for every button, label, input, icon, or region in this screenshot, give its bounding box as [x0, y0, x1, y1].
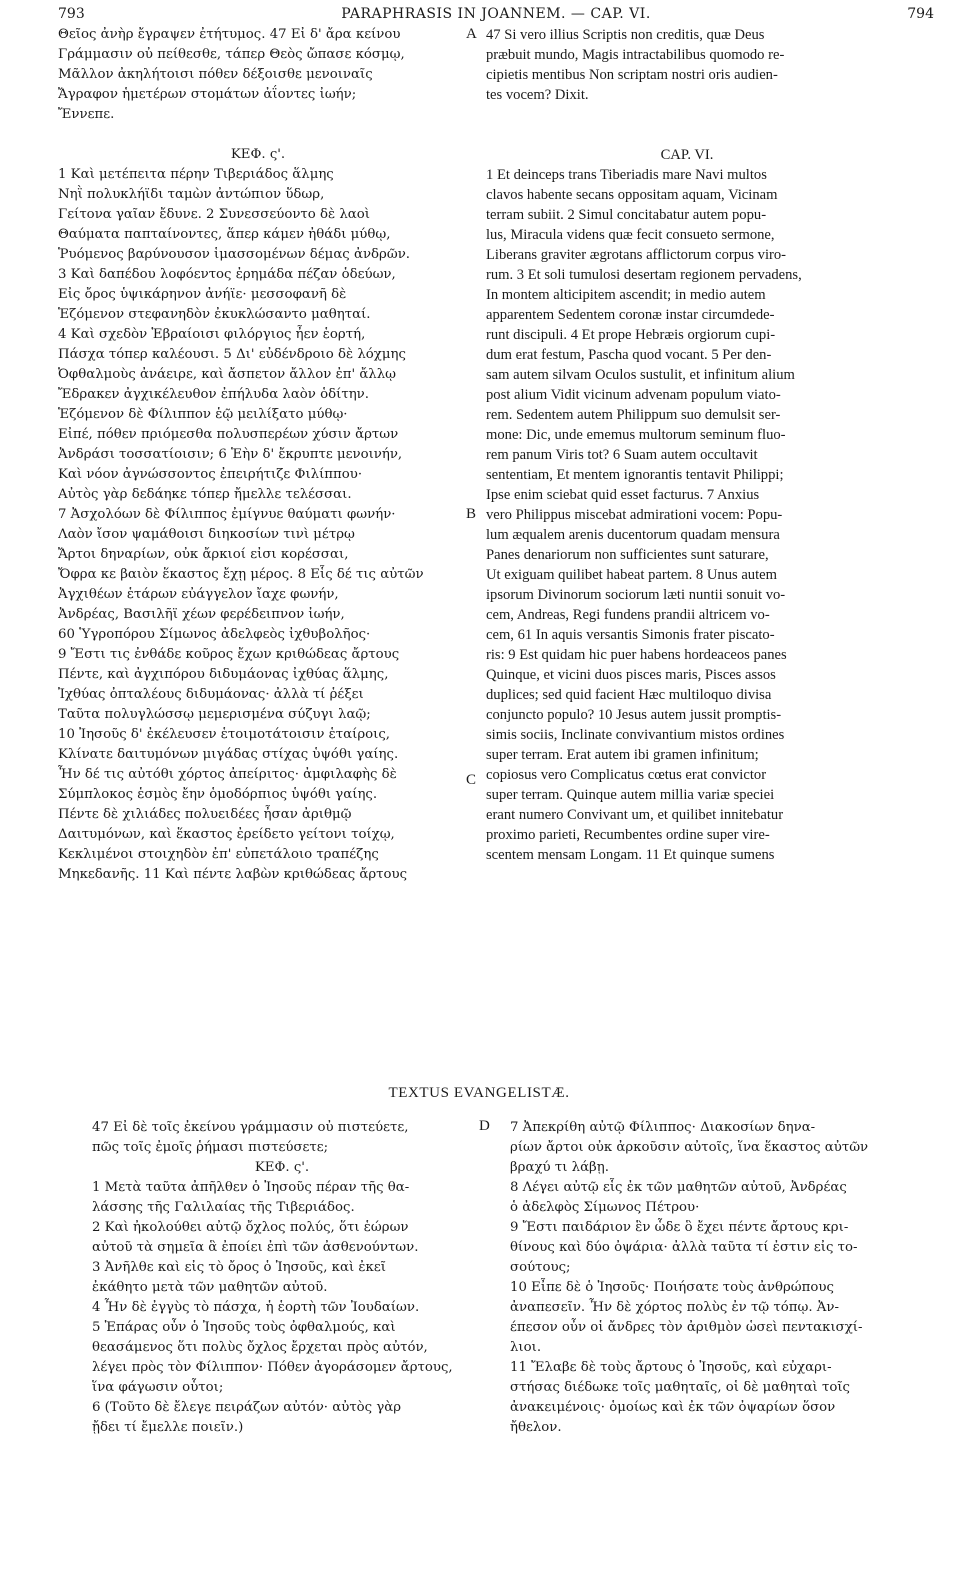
text-line: Ἀνδράσι τοσσατίοισιν; 6 Ἑὴν δ' ἔκρυπτε μενοινήν, — [58, 447, 403, 462]
text-line: 3 Καὶ δαπέδου λοφόεντος ἐρημάδα πέζαν ὁδεύων, — [58, 267, 396, 282]
text-line: ἤθελον. — [510, 1420, 562, 1435]
text-line: 9 Ἔστι τις ἐνθάδε κοῦρος ἔχων κριθώδεας ἄρτους — [58, 647, 400, 662]
text-line: 9 Ἔστι παιδάριον ἓν ὧδε ὃ ἔχει πέντε ἄρτους κρι- — [510, 1220, 849, 1235]
running-title: PARAPHRASIS IN JOANNEM. — CAP. VI. — [341, 6, 651, 22]
text-line: 7 Ἀπεκρίθη αὐτῷ Φίλιππος· Διακοσίων δηνα- — [510, 1120, 816, 1135]
text-line: 5 Ἐπάρας οὖν ὁ Ἰησοῦς τοὺς ὀφθαλμούς, καὶ — [92, 1320, 396, 1335]
text-line: Ἄγραφον ἡμετέρων στομάτων ἀΐοντες ἰωήν; — [58, 87, 357, 102]
text-line: 4 Ἦν δὲ ἐγγὺς τὸ πάσχα, ἡ ἑορτὴ τῶν Ἰουδαίων. — [92, 1300, 420, 1315]
text-line: Κλίνατε δαιτυμόνων μιγάδας στίχας ὑψόθι γαίης. — [58, 747, 399, 762]
text-line: sam autem silvam Oculos sustulit, et infinitum alium — [486, 367, 795, 383]
chapter-heading: ΚΕΦ. ς'. — [230, 147, 286, 162]
text-line: έπεσον οὖν οἱ ἄνδρες τὸν ἀριθμὸν ὡσεὶ πεντακισχί- — [510, 1320, 863, 1335]
text-line: Δαιτυμόνων, καὶ ἕκαστος ἐρείδετο γείτονι τοίχῳ, — [58, 827, 395, 842]
text-line: super terram. Erat autem ibi gramen infinitum; — [486, 747, 759, 763]
text-line: σούτους; — [510, 1260, 571, 1275]
text-line: 10 Εἶπε δὲ ὁ Ἰησοῦς· Ποιήσατε τοὺς ἀνθρώπους — [510, 1280, 834, 1295]
text-line: rem. Sedentem autem Philippum suo demulsit ser- — [486, 407, 781, 423]
latin-translation-column — [486, 25, 888, 865]
text-line: rum. 3 Et soli tumulosi desertam regionem pervadens, — [486, 267, 802, 283]
text-line: λιοι. — [510, 1340, 542, 1355]
text-line: mone: Dic, unde ememus multorum seminum fluo- — [486, 427, 786, 443]
margin-marker-c: C — [466, 772, 477, 788]
text-line: Σύμπλοκος ἑσμὸς ἔην ὁμοδόρπιος ὑψόθι γαίης. — [58, 787, 378, 802]
text-line: tes vocem? Dixit. — [486, 87, 589, 103]
text-line: In montem alticipitem ascendit; in medio autem — [486, 287, 766, 303]
text-line: ipsorum Divinorum sociorum læti nuntii sonuit vo- — [486, 587, 786, 603]
text-line: Ipse enim sciebat quid esset facturus. 7 Anxius — [486, 487, 760, 503]
text-line: Ἰχθύας ὀπταλέους διδυμάονας· ἀλλὰ τί ῥέξει — [58, 687, 364, 702]
text-line — [486, 105, 888, 125]
greek-paraphrase-column — [58, 25, 458, 885]
text-line: Ἑζόμενον δὲ Φίλιππον ἑῷ μειλίξατο μύθῳ· — [58, 407, 348, 422]
text-line: terram subiit. 2 Simul concitabatur autem popu- — [486, 207, 767, 223]
text-line: copiosus vero Complicatus cœtus erat convictor — [486, 767, 767, 783]
text-line: cem, 61 In aquis versantis Simonis frater piscato- — [486, 627, 775, 643]
text-line: Ἀγχιθέων ἑτάρων εὐάγγελον ἴαχε φωνήν, — [58, 587, 339, 602]
text-line: Ὀφθαλμοὺς ἀνάειρε, καὶ ἄσπετον ἄλλον ἐπ' ἄλλῳ — [58, 367, 396, 382]
text-line: θίνους καὶ δύο ὀψάρια· ἀλλὰ ταῦτα τί ἐστιν εἰς το- — [510, 1240, 858, 1255]
text-line: lus, Miracula videns quæ fecit consueto sermone, — [486, 227, 775, 243]
text-line: 47 Si vero illius Scriptis non creditis, quæ Deus — [486, 27, 765, 43]
text-line: ἵνα φάγωσιν οὗτοι; — [92, 1380, 224, 1395]
text-line: 7 Ἀσχολόων δὲ Φίλιππος ἐμίγνυε θαύματι φωνήν· — [58, 507, 396, 522]
section-title: TEXTUS EVANGELISTÆ. — [388, 1085, 570, 1101]
gospel-text-left-column — [92, 1118, 472, 1438]
text-line: 1 Καὶ μετέπειτα πέρην Τιβεριάδος ἅλμης — [58, 167, 334, 182]
text-line: Quinque, et vicini duos pisces maris, Pisces assos — [486, 667, 776, 683]
text-line: runt discipuli. 4 Et prope Hebræis orgiorum cupi- — [486, 327, 776, 343]
text-line: Panes denariorum non sufficientes sunt saturare, — [486, 547, 769, 563]
text-line: Λαὸν ἴσον ψαμάθοισι διηκοσίων τινὶ μέτρῳ — [58, 527, 355, 542]
text-line: λάσσης τῆς Γαλιλαίας τῆς Τιβεριάδος. — [92, 1200, 355, 1215]
text-line: ἀναπεσεῖν. Ἦν δὲ χόρτος πολὺς ἐν τῷ τόπῳ. Ἀν- — [510, 1300, 839, 1315]
text-line: Εἰς ὄρος ὑψικάρηνον ἀνήϊε· μεσσοφανῆ δὲ — [58, 287, 347, 302]
text-line: ρίων ἄρτοι οὐκ ἀρκοῦσιν αὐτοῖς, ἵνα ἕκαστος αὐτῶν — [510, 1140, 869, 1155]
text-line: duplices; sed quid facient Hæc multiloquo divisa — [486, 687, 772, 703]
text-line: Ἔννεπε. — [58, 107, 115, 122]
text-line: Ut exiguam quilibet habeat partem. 8 Unus autem — [486, 567, 777, 583]
margin-marker-a: A — [466, 26, 477, 42]
text-line: 8 Λέγει αὐτῷ εἷς ἐκ τῶν μαθητῶν αὐτοῦ, Ἀνδρέας — [510, 1180, 847, 1195]
text-line: erant numero Convivant um, et quilibet innitebatur — [486, 807, 784, 823]
text-line: αὐτοῦ τὰ σημεῖα ἃ ἐποίει ἐπὶ τῶν ἀσθενούντων. — [92, 1240, 419, 1255]
text-line: Θεῖος ἀνὴρ ἔγραψεν ἐτήτυμος. 47 Εἰ δ' ἄρα κείνου — [58, 27, 401, 42]
chapter-heading: ΚΕΦ. ς'. — [254, 1160, 310, 1175]
text-line: scentem mensam Longam. 11 Et quinque sumens — [486, 847, 775, 863]
text-line: Γείτονα γαῖαν ἔδυνε. 2 Συνεσσεύοντο δὲ λαοὶ — [58, 207, 370, 222]
text-line: Ταῦτα πολυγλώσσῳ μεμερισμένα σύζυγι λαῷ; — [58, 707, 371, 722]
text-line: 1 Μετὰ ταῦτα ἀπῆλθεν ὁ Ἰησοῦς πέραν τῆς θα- — [92, 1180, 410, 1195]
text-line: Ἔδρακεν ἀγχικέλευθον ἐπήλυδα λαὸν ὁδίτην. — [58, 387, 369, 402]
text-line: 11 Ἔλαβε δὲ τοὺς ἄρτους ὁ Ἰησοῦς, καὶ εὐχαρι- — [510, 1360, 832, 1375]
text-line: θεασάμενος ὅτι πολὺς ὄχλος ἔρχεται πρὸς αὐτόν, — [92, 1340, 428, 1355]
text-line: 4 Καὶ σχεδὸν Ἑβραίοισι φιλόργιος ἦεν ἑορτή, — [58, 327, 366, 342]
text-line: Ὄφρα κε βαιὸν ἕκαστος ἔχῃ μέρος. 8 Εἷς δέ τις αὐτῶν — [58, 567, 424, 582]
text-line: ἀνακειμένοις· ὁμοίως καὶ ἐκ τῶν ὀψαρίων ὅσον — [510, 1400, 836, 1415]
text-line: Πέντε, καὶ ἀγχιπόρου διδυμάονας ἰχθύας ἅλμης, — [58, 667, 389, 682]
text-line: Ῥυόμενος βαρύνουσον ἱμασσομένων δέμας ἀνδρῶν. — [58, 247, 411, 262]
text-line: cipietis mentibus Non scriptam nostri oris audien- — [486, 67, 778, 83]
text-line: Liberans graviter ægrotans afflictorum corpus viro- — [486, 247, 787, 263]
text-line: cem, Andreas, Regi fundens prandii altricem vo- — [486, 607, 770, 623]
text-line: apparentem Sedentem coronæ instar circumdede- — [486, 307, 775, 323]
text-line: Ἑζόμενον στεφανηδὸν ἐκυκλώσαντο μαθηταί. — [58, 307, 371, 322]
text-line: Μᾶλλον ἀκηλήτοισι πόθεν δέξοισθε μενοιναῖς — [58, 67, 373, 82]
text-line: sententiam, Et mentem ignorantis tentavit Philippi; — [486, 467, 784, 483]
text-line: Καὶ νόον ἀγνώσσοντος ἐπειρήτιζε Φιλίππου· — [58, 467, 363, 482]
text-line: ᾔδει τί ἔμελλε ποιεῖν.) — [92, 1420, 244, 1435]
text-line: conjuncto populo? 10 Jesus autem jussit promptis- — [486, 707, 782, 723]
text-line: præbuit mundo, Magis intractabilibus quomodo re- — [486, 47, 785, 63]
text-line: Αὐτὸς γὰρ δεδάηκε τόπερ ἤμελλε τελέσσαι. — [58, 487, 352, 502]
text-line: dum erat festum, Pascha quod vocant. 5 Per den- — [486, 347, 772, 363]
text-line: 1 Et deinceps trans Tiberiadis mare Navi multos — [486, 167, 767, 183]
text-line: Ἄρτοι δηναρίων, οὐκ ἄρκιοί εἰσι κορέσσαι, — [58, 547, 349, 562]
text-line: 10 Ἰησοῦς δ' ἐκέλευσεν ἑτοιμοτάτοισιν ἑταίροις, — [58, 727, 391, 742]
text-line: Πέντε δὲ χιλιάδες πολυειδέες ἦσαν ἀριθμῷ — [58, 807, 352, 822]
text-line — [58, 125, 458, 145]
text-line: Ἀνδρέας, Βασιλῆϊ χέων φερέδειπνον ἰωήν, — [58, 607, 345, 622]
text-line: Μηκεδανῆς. 11 Καὶ πέντε λαβὼν κριθώδεας ἄρτους — [58, 867, 408, 882]
text-line: 2 Καὶ ἠκολούθει αὐτῷ ὄχλος πολύς, ὅτι ἑώρων — [92, 1220, 409, 1235]
text-line: Ἦν δέ τις αὐτόθι χόρτος ἀπείριτος· ἀμφιλαφὴς δὲ — [58, 767, 397, 782]
text-line: simis sociis, Inclinate convivantium mistos ordines — [486, 727, 785, 743]
text-line: clavos habente secans oppositam aquam, Vicinam — [486, 187, 778, 203]
gospel-text-right-column — [510, 1118, 900, 1438]
text-line: 6 (Τοῦτο δὲ ἔλεγε πειράζων αὐτόν· αὐτὸς γὰρ — [92, 1400, 402, 1415]
margin-marker-b: B — [466, 506, 477, 522]
page-number-left: 793 — [58, 6, 85, 22]
text-line: vero Philippus miscebat admirationi vocem: Popu- — [486, 507, 783, 523]
text-line: Γράμμασιν οὐ πείθεσθε, τάπερ Θεὸς ὤπασε κόσμῳ, — [58, 47, 405, 62]
text-line: super terram. Quinque autem millia variæ speciei — [486, 787, 775, 803]
text-line: lum æqualem arenis ducentorum quadam mensura — [486, 527, 780, 543]
text-line: proximo parieti, Recumbentes ordine super vire- — [486, 827, 770, 843]
text-line: στήσας διέδωκε τοῖς μαθηταῖς, οἱ δὲ μαθηταὶ τοῖς — [510, 1380, 851, 1395]
text-line: Κεκλιμένοι στοιχηδὸν ἐπ' εὐπετάλοιο τραπέζης — [58, 847, 379, 862]
text-line: Νηῒ πολυκλήϊδι ταμὼν ἀντώπιον ὕδωρ, — [58, 187, 325, 202]
text-line — [486, 125, 888, 145]
text-line: λέγει πρὸς τὸν Φίλιππον· Πόθεν ἀγοράσομεν ἄρτους, — [92, 1360, 453, 1375]
text-line: 47 Εἰ δὲ τοῖς ἐκείνου γράμμασιν οὐ πιστεύετε, — [92, 1120, 409, 1135]
text-line: rem panum Viris tot? 6 Suam autem occultavit — [486, 447, 758, 463]
text-line: πῶς τοῖς ἐμοῖς ῥήμασι πιστεύσετε; — [92, 1140, 329, 1155]
chapter-heading: CAP. VI. — [660, 147, 714, 163]
text-line: Θαύματα παπταίνοντες, ἅπερ κάμεν ἠθάδι μύθῳ, — [58, 227, 391, 242]
text-line: βραχύ τι λάβῃ. — [510, 1160, 609, 1175]
text-line: ἐκάθητο μετὰ τῶν μαθητῶν αὐτοῦ. — [92, 1280, 328, 1295]
text-line: 3 Ἀνῆλθε καὶ εἰς τὸ ὄρος ὁ Ἰησοῦς, καὶ ἐκεῖ — [92, 1260, 386, 1275]
text-line: 60 Ὑγροπόρου Σίμωνος ἀδελφεὸς ἰχθυβολῆος· — [58, 627, 371, 642]
margin-marker-d: D — [479, 1118, 490, 1134]
text-line: Πάσχα τόπερ καλέουσι. 5 Δι' εὐδένδροιο δὲ λόχμης — [58, 347, 406, 362]
text-line: post alium Vidit vicinum advenam populum viato- — [486, 387, 781, 403]
text-line: ὁ ἀδελφὸς Σίμωνος Πέτρου· — [510, 1200, 700, 1215]
page-number-right: 794 — [907, 6, 934, 22]
text-line: Εἰπέ, πόθεν πριόμεσθα πολυσπερέων χύσιν ἄρτων — [58, 427, 399, 442]
text-line: ris: 9 Est quidam hic puer habens hordeaceos panes — [486, 647, 787, 663]
